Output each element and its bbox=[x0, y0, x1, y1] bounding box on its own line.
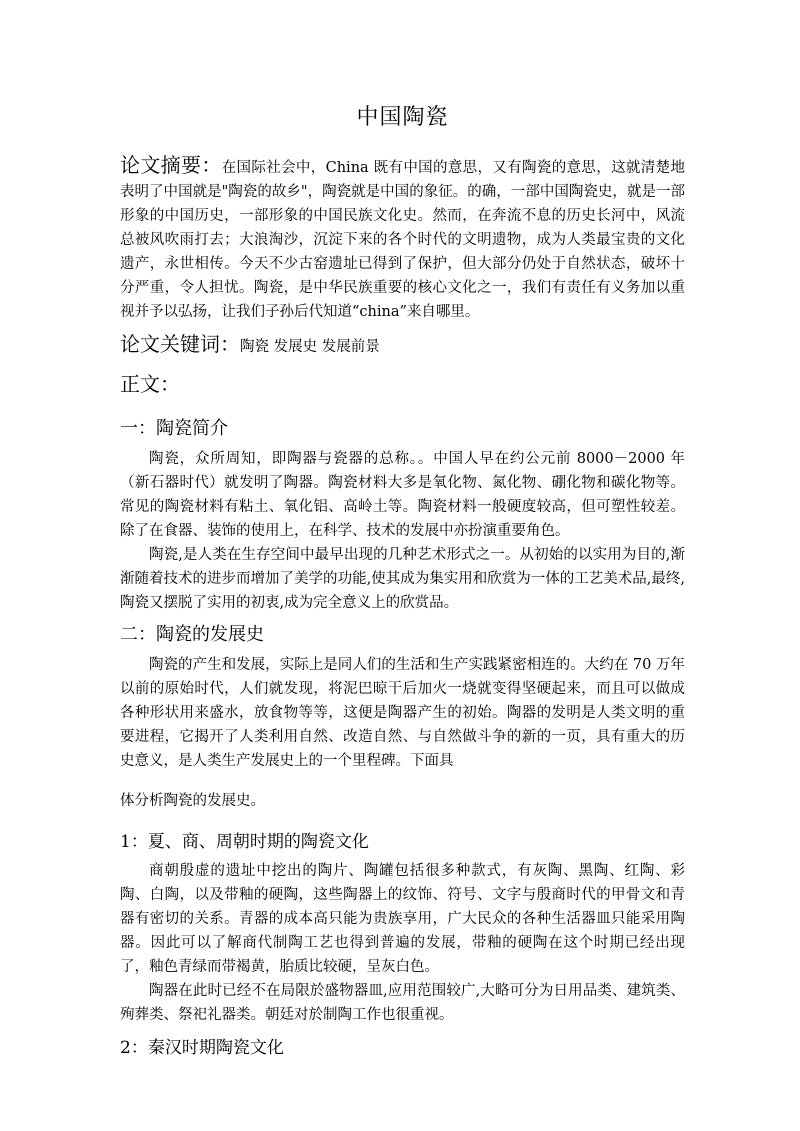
subsection-paragraph: 商朝殷虚的遗址中挖出的陶片、陶罐包括很多种款式，有灰陶、黑陶、红陶、彩陶、白陶，以及带釉的硬陶，这些陶器上的纹饰、符号、文字与殷商时代的甲骨文和青器有密切的关系。青器的成本高只能为贵族享用，广大民众的各种生活器皿只能采用陶器。因此可以了解商代制陶工艺也得到普遍的发展，带釉的硬陶在这个时期已经出现了，釉色青绿而带褐黄，胎质比较硬，呈灰白色。 bbox=[120, 863, 685, 975]
document-body bbox=[120, 100, 685, 1065]
section-paragraph: 体分析陶瓷的发展史。 bbox=[120, 793, 265, 809]
abstract bbox=[120, 153, 685, 324]
section-heading-intro: 一：陶瓷简介 bbox=[120, 418, 228, 439]
keywords bbox=[120, 332, 685, 359]
keywords-label: 论文关键词： bbox=[120, 332, 240, 356]
subsection-heading-qin-han: 2：秦汉时期陶瓷文化 bbox=[120, 1038, 284, 1058]
keywords-text: 陶瓷 发展史 发展前景 bbox=[240, 339, 380, 355]
abstract-text: 在国际社会中，China 既有中国的意思，又有陶瓷的意思，这就清楚地表明了中国就是"陶瓷的故乡"，陶瓷就是中国的象征。的确，一部中国陶瓷史，就是一部形象的中国历史，一部形象的中国民族文化史。然而，在奔流不息的历史长河中，风流总被风吹雨打去；大浪淘沙，沉淀下来的各个时代的文明遗物，成为人类最宝贵的文化遗产，永世相传。今天不少古窑遗址已得到了保护，但大部分仍处于自然状态，破坏十分严重，令人担忧。陶瓷，是中华民族重要的核心文化之一，我们有责任有义务加以重视并予以弘扬，让我们子孙后代知道“china”来自哪里。 bbox=[120, 160, 685, 320]
document-title: 中国陶瓷 bbox=[356, 105, 449, 130]
body-heading: 正文： bbox=[120, 372, 180, 396]
section-paragraph: 陶瓷,是人类在生存空间中最早出现的几种艺术形式之一。从初始的以实用为目的,渐渐随着技术的进步而增加了美学的功能,使其成为集实用和欣赏为一体的工艺美术品,最终,陶瓷又摆脱了实用的初衷,成为完全意义上的欣赏品。 bbox=[120, 547, 685, 611]
section-paragraph: 陶瓷，众所周知，即陶器与瓷器的总称。。中国人早在约公元前 8000－2000 年（新石器时代）就发明了陶器。陶瓷材料大多是氧化物、氮化物、硼化物和碳化物等。常见的陶瓷材料有粘土、氧化铝、高岭土等。陶瓷材料一般硬度较高，但可塑性较差。除了在食器、装饰的使用上，在科学、技术的发展中亦扮演重要角色。 bbox=[120, 451, 685, 539]
subsection-heading-xia-shang-zhou: 1：夏、商、周朝时期的陶瓷文化 bbox=[120, 832, 369, 852]
section-heading-history: 二：陶瓷的发展史 bbox=[120, 624, 264, 645]
section-paragraph: 陶瓷的产生和发展，实际上是同人们的生活和生产实践紧密相连的。大约在 70 万年以前的原始时代，人们就发现，将泥巴晾干后加火一烧就变得坚硬起来，而且可以做成各种形状用来盛水，放食物等等，这便是陶器产生的初始。陶器的发明是人类文明的重要进程，它揭开了人类利用自然、改造自然、与自然做斗争的新的一页，具有重大的历史意义，是人类生产发展史上的一个里程碑。下面具 bbox=[120, 657, 685, 769]
subsection-paragraph: 陶器在此时已经不在局限於盛物器皿,应用范围较广,大略可分为日用品类、建筑类、殉葬类、祭祀礼器类。朝廷对於制陶工作也很重视。 bbox=[120, 983, 685, 1023]
abstract-label: 论文摘要： bbox=[120, 153, 222, 177]
